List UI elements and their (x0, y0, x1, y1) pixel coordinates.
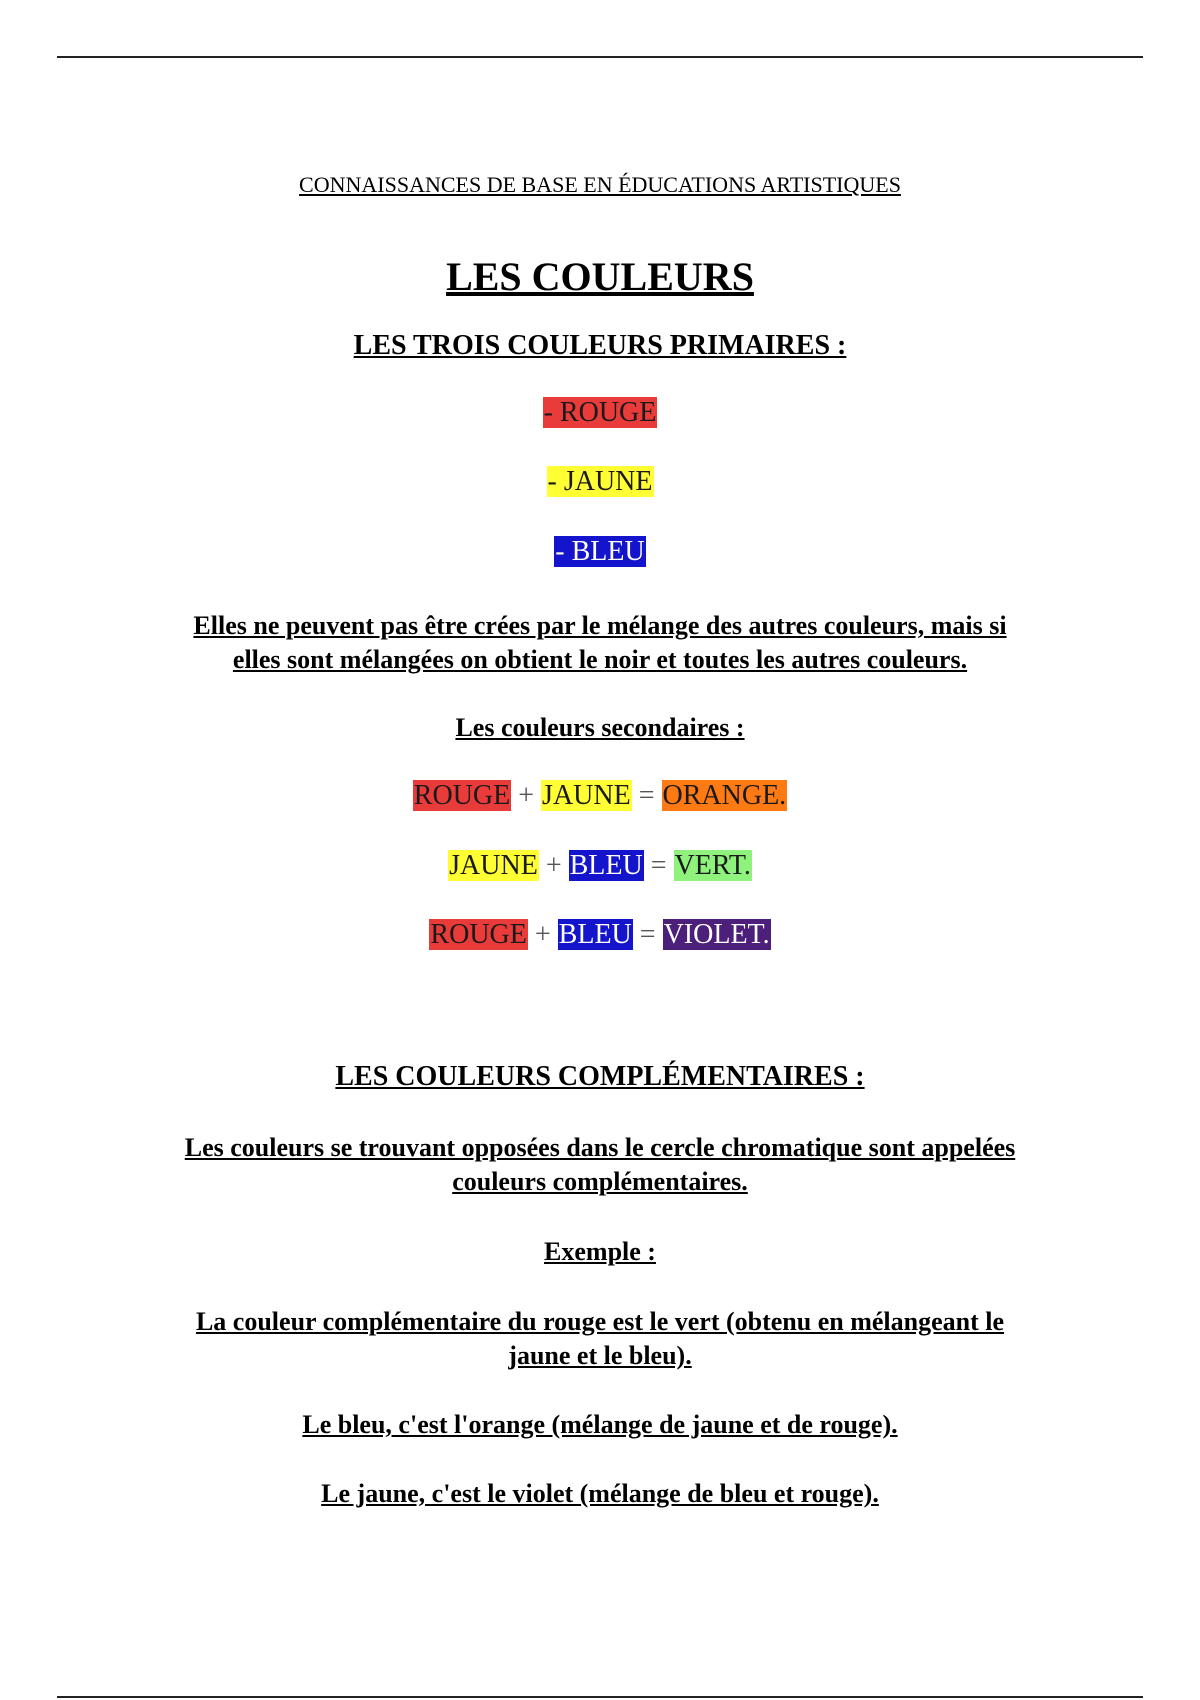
swatch-bleu: BLEU (569, 850, 643, 881)
swatch-orange: ORANGE. (662, 780, 787, 811)
swatch-violet: VIOLET. (663, 919, 770, 950)
swatch-rouge: ROUGE (413, 780, 511, 811)
swatch-jaune: JAUNE (449, 850, 538, 881)
complementary-description-line: couleurs complémentaires. (452, 1167, 748, 1196)
example-line: La couleur complémentaire du rouge est le vert (obtenu en mélangeant le (195, 1307, 1005, 1336)
example-yellow-violet: Le jaune, c'est le violet (mélange de bleu et rouge). (321, 1479, 879, 1508)
equals-sign: = (650, 850, 667, 881)
example-red-green (0, 1305, 1200, 1373)
primary-colors-heading: LES TROIS COULEURS PRIMAIRES : (353, 330, 847, 361)
primary-description-line: elles sont mélangées on obtient le noir et toutes les autres couleurs. (232, 645, 968, 674)
example-line: jaune et le bleu). (508, 1341, 692, 1370)
primary-description (0, 609, 1200, 677)
swatch-jaune: JAUNE (542, 780, 631, 811)
plus-sign: + (545, 850, 562, 881)
complementary-description-line: Les couleurs se trouvant opposées dans le cercle chromatique sont appelées (184, 1133, 1016, 1162)
swatch-rouge: ROUGE (430, 919, 527, 950)
page-title: LES COULEURS (446, 254, 754, 299)
example-label: Exemple : (544, 1237, 656, 1266)
example-blue-orange: Le bleu, c'est l'orange (mélange de jaune et de rouge). (302, 1410, 898, 1439)
top-divider (57, 56, 1143, 58)
primary-item (0, 397, 1200, 429)
primary-item (0, 466, 1200, 498)
equals-sign: = (639, 919, 656, 950)
color-equation (0, 919, 1200, 951)
complementary-description (0, 1131, 1200, 1199)
swatch-vert: VERT. (674, 850, 751, 881)
complementary-colors-heading: LES COULEURS COMPLÉMENTAIRES : (335, 1061, 865, 1092)
swatch-bleu: BLEU (558, 919, 632, 950)
primary-description-line: Elles ne peuvent pas être crées par le mélange des autres couleurs, mais si (193, 611, 1007, 640)
plus-sign: + (534, 919, 551, 950)
color-equation (0, 780, 1200, 812)
document-header: CONNAISSANCES DE BASE EN ÉDUCATIONS ARTISTIQUES (299, 172, 901, 197)
swatch-jaune: - JAUNE (547, 466, 653, 497)
bottom-divider (57, 1696, 1143, 1698)
equals-sign: = (638, 780, 655, 811)
plus-sign: + (518, 780, 535, 811)
color-equation (0, 850, 1200, 882)
secondary-colors-heading: Les couleurs secondaires : (455, 713, 745, 742)
swatch-rouge: - ROUGE (543, 397, 657, 428)
swatch-bleu: - BLEU (555, 536, 645, 567)
primary-item (0, 536, 1200, 568)
